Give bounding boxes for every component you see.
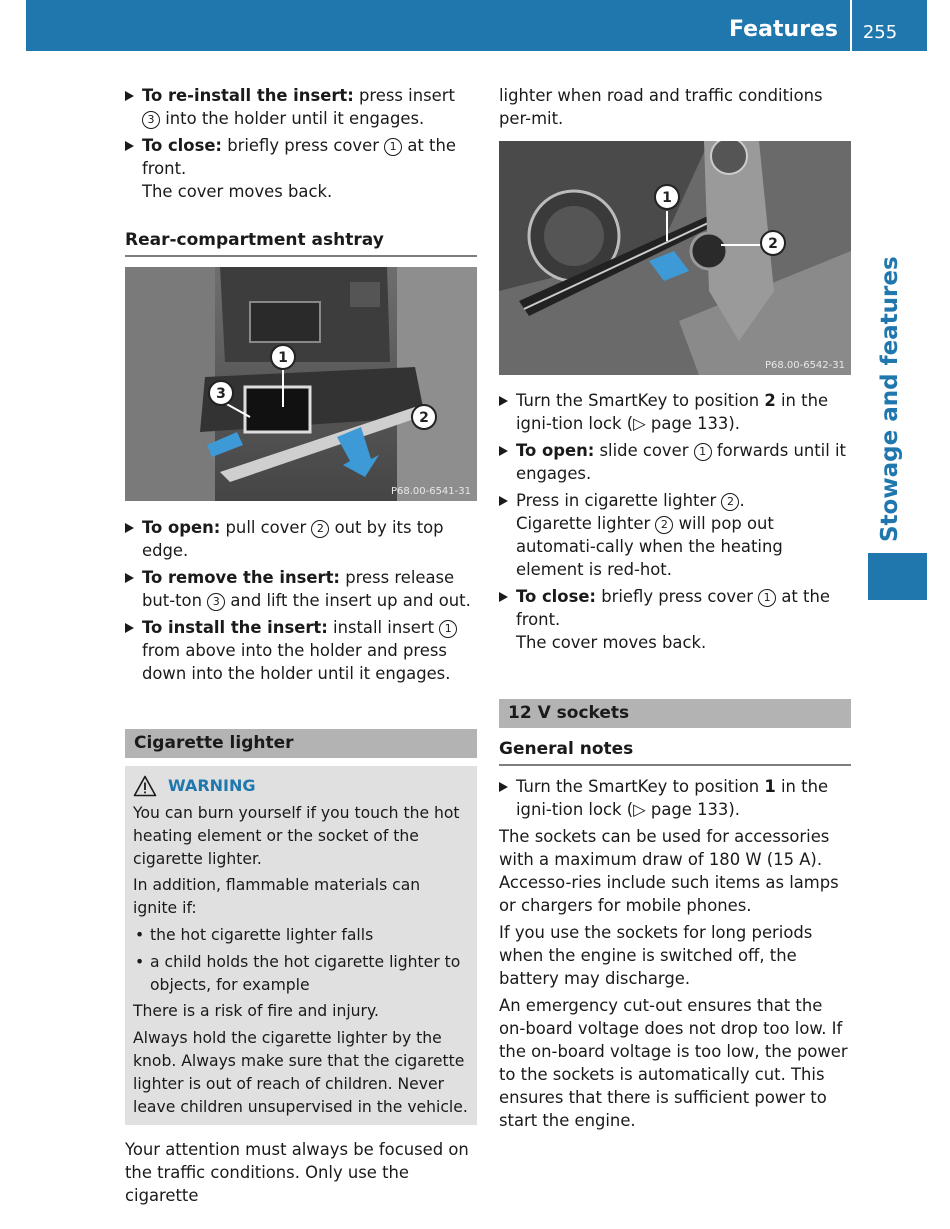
step-label: To remove the insert: xyxy=(142,568,340,587)
body-paragraph: The sockets can be used for accessories with a maximum draw of 180 W (15 A). Accesso-ries include such items as lamps or chargers for mobile phones. xyxy=(499,827,839,915)
bullet-dot-icon: • xyxy=(135,925,145,944)
step-text: Turn the SmartKey to position xyxy=(516,777,765,796)
bullet-dot-icon: • xyxy=(135,952,145,971)
step-close-cover xyxy=(499,585,851,654)
step-text: out by its top edge. xyxy=(142,518,444,560)
image-reference-code: P68.00-6542-31 xyxy=(764,360,845,371)
sockets-heading: 12 V sockets xyxy=(499,699,851,728)
general-notes-heading: General notes xyxy=(499,737,851,766)
step-arrow-icon xyxy=(499,592,508,602)
step-label: To re-install the insert: xyxy=(142,86,354,105)
callout-number: 2 xyxy=(311,520,329,538)
step-label: To install the insert: xyxy=(142,618,328,637)
step-arrow-icon xyxy=(125,141,134,151)
warning-bullet xyxy=(133,951,469,997)
callout-number: 2 xyxy=(721,493,739,511)
svg-text:3: 3 xyxy=(216,386,226,402)
svg-text:1: 1 xyxy=(278,350,288,366)
step-text: in the igni-tion lock (▷ page 133). xyxy=(516,777,829,819)
step-open-ashtray xyxy=(125,516,477,562)
bullet-text: the hot cigarette lighter falls xyxy=(150,925,374,944)
step-text: forwards until it engages. xyxy=(516,441,846,483)
step-press-lighter xyxy=(499,489,851,581)
step-text: press insert xyxy=(353,86,455,105)
body-paragraph: If you use the sockets for long periods when the engine is switched off, the battery may discharge. xyxy=(499,923,813,988)
step-smartkey-position-1 xyxy=(499,775,851,821)
step-close-cover xyxy=(125,134,477,203)
step-text: Press in cigarette lighter xyxy=(516,491,722,510)
step-text: Turn the SmartKey to position xyxy=(516,391,765,410)
step-arrow-icon xyxy=(125,523,134,533)
cigarette-lighter-heading: Cigarette lighter xyxy=(125,729,477,758)
left-column xyxy=(125,84,477,1207)
step-reinstall-insert xyxy=(125,84,477,130)
step-text: into the holder until it engages. xyxy=(160,109,425,128)
svg-text:2: 2 xyxy=(419,410,429,426)
warning-bullet xyxy=(133,924,469,947)
step-text: from above into the holder and press down into the holder until it engages. xyxy=(142,641,451,683)
step-text: briefly press cover xyxy=(596,587,759,606)
step-arrow-icon xyxy=(499,396,508,406)
step-text: pull cover xyxy=(220,518,312,537)
step-text: . xyxy=(739,491,745,510)
step-open-cover xyxy=(499,439,851,485)
step-arrow-icon xyxy=(125,623,134,633)
step-text: briefly press cover xyxy=(222,136,385,155)
chapter-tab-marker xyxy=(868,553,927,600)
step-result: will pop out automati-cally when the heating element is red-hot. xyxy=(516,514,783,579)
callout-number: 1 xyxy=(439,620,457,638)
step-arrow-icon xyxy=(125,573,134,583)
callout-number: 1 xyxy=(694,443,712,461)
step-arrow-icon xyxy=(499,782,508,792)
image-reference-code: P68.00-6541-31 xyxy=(390,486,471,497)
right-column xyxy=(499,84,851,1132)
step-text: slide cover xyxy=(594,441,694,460)
step-result: The cover moves back. xyxy=(516,633,707,652)
bullet-text: a child holds the hot cigarette lighter to objects, for example xyxy=(150,952,461,994)
body-paragraph: Your attention must always be focused on the traffic conditions. Only use the cigarette xyxy=(125,1140,469,1206)
step-label: To close: xyxy=(516,587,596,606)
step-arrow-icon xyxy=(125,91,134,101)
ashtray-heading: Rear-compartment ashtray xyxy=(125,228,477,257)
warning-triangle-icon xyxy=(133,775,157,797)
header-divider xyxy=(850,0,852,51)
step-label: To close: xyxy=(142,136,222,155)
step-label: To open: xyxy=(142,518,221,537)
svg-text:1: 1 xyxy=(662,190,672,206)
step-install-insert xyxy=(125,616,477,685)
warning-text: You can burn yourself if you touch the hot heating element or the socket of the cigarette lighter. xyxy=(133,804,460,868)
step-label: 2 xyxy=(764,391,776,410)
callout-number: 3 xyxy=(207,593,225,611)
warning-label: WARNING xyxy=(168,776,256,795)
step-text: at the front. xyxy=(142,136,456,178)
step-result: The cover moves back. xyxy=(142,182,333,201)
ashtray-photo xyxy=(125,267,477,501)
callout-number: 1 xyxy=(384,138,402,156)
step-remove-insert xyxy=(125,566,477,612)
body-paragraph: lighter when road and traffic conditions per-mit. xyxy=(499,86,823,128)
callout-number: 1 xyxy=(758,589,776,607)
callout-number: 2 xyxy=(655,516,673,534)
callout-number: 3 xyxy=(142,111,160,129)
svg-text:2: 2 xyxy=(768,236,778,252)
warning-text: In addition, flammable materials can ignite if: xyxy=(133,876,421,918)
warning-text: There is a risk of fire and injury. xyxy=(133,1002,379,1021)
body-paragraph: An emergency cut-out ensures that the on-board voltage does not drop too low. If the on-board voltage is too low, the power to the sockets is automatically cut. This ensures that there is sufficient power to start the engine. xyxy=(499,996,848,1130)
lighter-illustration xyxy=(499,141,851,375)
step-smartkey-position-2 xyxy=(499,389,851,435)
section-title: Features xyxy=(729,17,838,42)
step-label: To open: xyxy=(516,441,595,460)
step-text: and lift the insert up and out. xyxy=(225,591,471,610)
lighter-photo xyxy=(499,141,851,375)
step-text: install insert xyxy=(327,618,440,637)
step-arrow-icon xyxy=(499,446,508,456)
chapter-tab-label: Stowage and features xyxy=(877,256,903,542)
step-result: Cigarette lighter xyxy=(516,514,656,533)
step-text: in the igni-tion lock (▷ page 133). xyxy=(516,391,829,433)
page-number: 255 xyxy=(862,22,898,43)
warning-box xyxy=(125,766,477,1125)
warning-header xyxy=(133,774,469,798)
step-text: press release but-ton xyxy=(142,568,455,610)
warning-text: Always hold the cigarette lighter by the knob. Always make sure that the cigarette lighter is out of reach of children. Never leave children unsupervised in the vehicle. xyxy=(133,1029,468,1116)
step-text: at the front. xyxy=(516,587,830,629)
step-arrow-icon xyxy=(499,496,508,506)
ashtray-illustration xyxy=(125,267,477,501)
step-label: 1 xyxy=(764,777,776,796)
